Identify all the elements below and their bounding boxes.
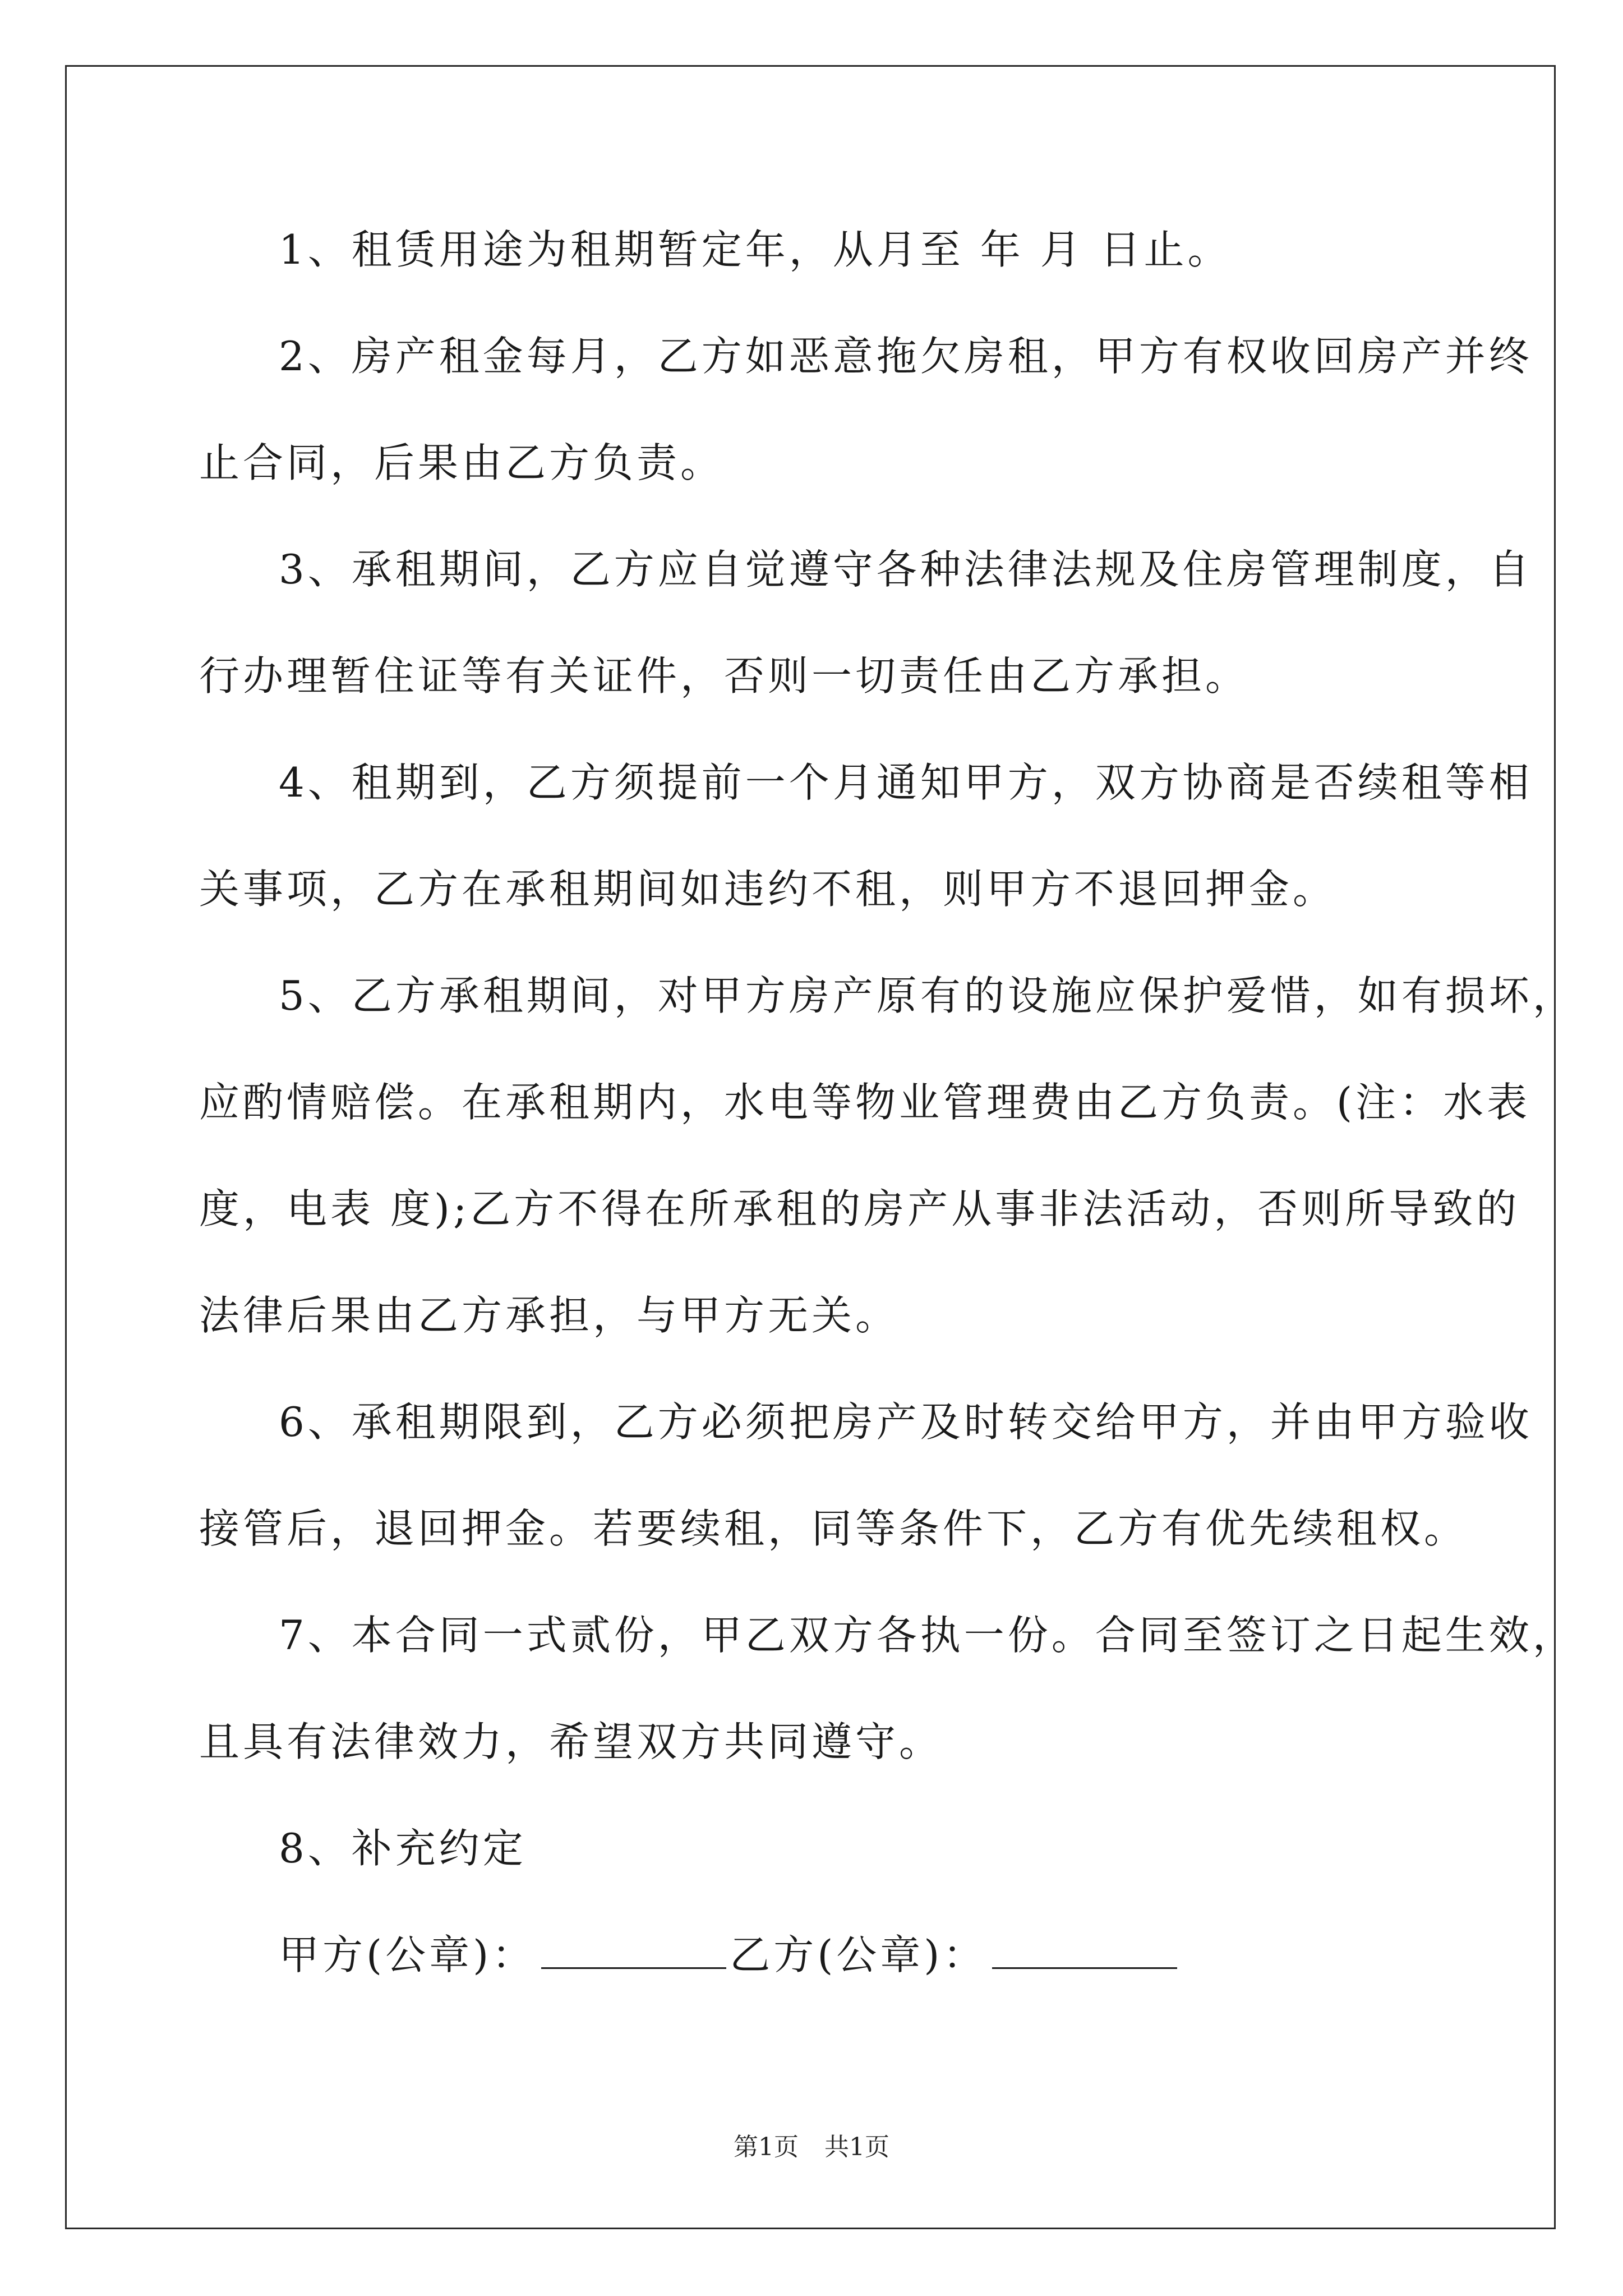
clause-8-line-1: 8、补充约定 [279,1825,527,1872]
clause-2-line-2: 止合同，后果由乙方负责。 [199,439,725,486]
page-border [65,65,1556,2229]
clause-3-line-2: 行办理暂住证等有关证件，否则一切责任由乙方承担。 [199,652,1249,700]
signature-line [279,1930,1177,1980]
clause-5-line-3: 度，电表 度);乙方不得在所承租的房产从事非法活动，否则所导致的 [199,1185,1520,1232]
clause-3-line-1: 3、承租期间，乙方应自觉遵守各种法律法规及住房管理制度，自 [279,546,1533,593]
clause-4-line-2: 关事项，乙方在承租期间如违约不租，则甲方不退回押金。 [199,866,1337,913]
clause-7-line-1: 7、本合同一式贰份，甲乙双方各执一份。合同至签订之日起生效， [279,1612,1576,1659]
page-footer [0,2132,1623,2163]
party-a-signature-blank [541,1935,726,1969]
page-number-total: 共1页 [824,2133,889,2161]
clause-2-line-1: 2、房产租金每月，乙方如恶意拖欠房租，甲方有权收回房产并终 [279,333,1533,380]
clause-4-line-1: 4、租期到，乙方须提前一个月通知甲方，双方协商是否续租等相 [279,759,1533,806]
party-b-label: 乙方(公章)： [730,1931,987,1978]
clause-1-line-1: 1、租赁用途为租期暂定年，从月至 年 月 日止。 [279,226,1232,273]
clause-5-line-4: 法律后果由乙方承担，与甲方无关。 [199,1292,900,1339]
clause-6-line-2: 接管后，退回押金。若要续租，同等条件下，乙方有优先续租权。 [199,1505,1468,1552]
page-number-current: 第1页 [734,2133,799,2161]
clause-5-line-1: 5、乙方承租期间，对甲方房产原有的设施应保护爱惜，如有损坏， [279,972,1576,1019]
clause-5-line-2: 应酌情赔偿。在承租期内，水电等物业管理费由乙方负责。(注：水表 [199,1079,1531,1126]
clause-6-line-1: 6、承租期限到，乙方必须把房产及时转交给甲方，并由甲方验收 [279,1398,1533,1446]
clause-7-line-2: 且具有法律效力，希望双方共同遵守。 [199,1718,943,1765]
party-b-signature-blank [992,1935,1177,1969]
party-a-label: 甲方(公章)： [279,1931,536,1978]
